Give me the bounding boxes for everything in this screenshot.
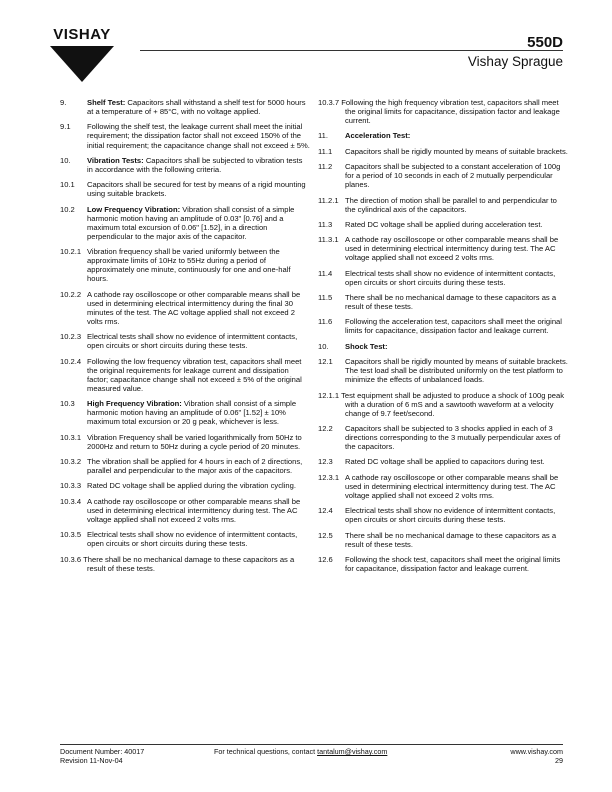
item-body [345,293,568,311]
item-body [345,317,568,335]
page-number: 29 [555,755,563,765]
item-body [87,180,310,198]
item-title: Vibration Tests: [87,155,144,165]
item-number: 12.5 [318,530,333,540]
item-text: There shall be no mechanical damage to these capacitors as a result of these tests. [345,530,557,549]
spec-item [60,497,310,524]
item-text: Following the high frequency vibration test, capacitors shall meet the original limits for capacitance, dissipation factor and leakage current. [341,98,560,126]
spec-item [318,162,568,189]
item-text: Capacitors shall be rigidly mounted by means of suitable brackets. [345,146,568,156]
item-body [345,196,568,214]
item-body [341,98,560,125]
item-body [87,122,310,149]
spec-item [318,293,568,311]
item-body [341,391,564,418]
item-number: 9.1 [60,122,71,132]
item-text: Test equipment shall be adjusted to produce a shock of 100g peak with a duration of 6 mS and a sawtooth waveform at a velocity change of 9.7 feet/second. [341,390,565,418]
item-text: The vibration shall be applied for 4 hours in each of 2 directions, parallel and perpendicular to the major axis of the capacitors. [87,457,303,476]
logo-triangle-icon [28,26,136,82]
item-text: Following the shock test, capacitors shall meet the original limits for capacitance, dissipation factor and leakage current. [345,554,561,574]
item-text: Capacitors shall be subjected to a constant acceleration of 100g for a period of 10 seconds in each of 2 mutually perpendicular planes. [345,162,561,190]
item-number: 12.6 [318,554,333,564]
left-column [60,98,310,579]
spec-item [318,196,568,214]
item-body [87,332,310,350]
item-number: 11.3 [318,219,333,229]
right-column [318,98,568,579]
item-number: 10.1 [60,180,75,190]
item-number: 12.3.1 [318,472,340,482]
item-body [87,457,310,475]
item-number: 11. [318,131,328,141]
footer-site-info [510,748,563,765]
item-number: 12.1 [318,357,333,367]
item-text: Capacitors shall be subjected to 3 shocks applied in each of 3 directions corresponding to the 3 mutually perpendicular axes of the capacitors. [345,423,561,452]
spec-item [60,481,310,490]
spec-item [60,457,310,475]
item-text: Electrical tests shall show no evidence of intermittent contacts, open circuits or short circuits during these tests. [87,332,298,351]
item-body [87,290,310,326]
item-text: Electrical tests shall show no evidence of intermittent contacts, open circuits or short circuits during these tests. [87,530,298,549]
spec-item [318,531,568,549]
spec-item [60,332,310,350]
item-text: Following the acceleration test, capacitors shall meet the original limits for capacitance, dissipation factor and leakage current. [345,317,562,336]
item-body [87,156,310,174]
logo-text: VISHAY [53,26,111,43]
spec-item [318,98,568,125]
item-body [345,131,568,140]
spec-item [60,122,310,149]
header-rule [140,50,563,51]
spec-item [318,317,568,335]
item-title: Acceleration Test: [345,131,411,141]
item-body [345,357,568,384]
spec-item [60,433,310,451]
item-number: 10. [318,341,329,351]
item-number: 10.3.1 [60,432,82,442]
item-body [345,342,568,351]
item-text: Capacitors shall withstand a shelf test for 5000 hours at a temperature of + 85°C, with no voltage applied. [87,98,306,117]
item-text: A cathode ray oscilloscope or other comparable means shall be used in determining electrical intermittency during the final 30 minutes of the test. The AC voltage applied shall not exceed 2 volts rms. [87,289,301,326]
item-text: The direction of motion shall be parallel to and perpendicular to the cylindrical axis of the capacitors. [345,195,557,214]
item-number: 10.3.7 [318,98,340,107]
spec-item [318,342,568,351]
item-text: Vibration Frequency shall be varied logarithmically from 50Hz to 2000Hz and return to 50Hz during a cycle period of 20 minutes. [87,432,302,451]
item-text: A cathode ray oscilloscope or other comparable means shall be used in determining electrical intermittency during test. The AC voltage applied shall not exceed 2 volts rms. [345,472,559,500]
item-text: Vibration shall consist of a simple harmonic motion having an amplitude of 0.06" [1.52] ± 10% maximum total excursion or 20 g peak, whichever is less. [87,399,297,427]
item-number: 10.2.2 [60,289,82,299]
spec-item [60,98,310,116]
spec-item [318,269,568,287]
item-number: 11.4 [318,268,333,278]
item-number: 12.1.1 [318,390,340,400]
spec-item [60,399,310,426]
item-body [87,481,310,490]
item-body [87,247,310,283]
item-text: Vibration frequency shall be varied uniformly between the approximate limits of 10Hz to 55Hz during a period of approximately one minute, continuously for one and one-half hours. [87,247,291,284]
item-body [345,162,568,189]
item-number: 10.3.4 [60,496,82,506]
item-title: Shock Test: [345,341,388,351]
item-text: Following the shelf test, the leakage current shall meet the initial requirement; the dissipation factor shall not exceed 150% of the initial requirement; the capacitance change shall not exceed ± 5%. [87,122,310,150]
spec-item [60,290,310,326]
item-body [345,269,568,287]
item-body [87,399,310,426]
item-title: Low Frequency Vibration: [87,204,181,214]
item-body [87,433,310,451]
item-body [345,506,568,524]
item-body [345,147,568,156]
item-text: Vibration shall consist of a simple harmonic motion having an amplitude of 0.03" [0.76] and a maximum total excursion of 0.06" [1.52], in a direction perpendicular to the major axis of the capacitor. [87,204,295,241]
item-number: 10.2.4 [60,356,82,366]
spec-item [318,357,568,384]
item-text: Capacitors shall be secured for test by means of a rigid mounting using suitable brackets. [87,180,306,199]
spec-item [318,506,568,524]
spec-item [60,180,310,198]
item-number: 11.2 [318,162,333,172]
item-number: 10. [60,155,71,165]
item-body [345,220,568,229]
spec-item [318,220,568,229]
contact-prefix: For technical questions, contact [214,747,316,756]
spec-item [60,205,310,241]
item-body [87,497,310,524]
spec-item [318,147,568,156]
item-text: Following the low frequency vibration test, capacitors shall meet the original requirements for leakage current and dissipation factor; capacitance change shall not exceed ± 5% of the original measured value. [87,356,302,393]
item-body [345,473,568,500]
item-body [345,235,568,262]
spec-item [318,457,568,466]
item-title: High Frequency Vibration: [87,399,182,409]
item-number: 11.3.1 [318,235,339,245]
item-text: Rated DC voltage shall be applied during acceleration test. [345,219,543,229]
item-text: Electrical tests shall show no evidence of intermittent contacts, open circuits or short circuits during these tests. [345,506,556,525]
spec-item [60,156,310,174]
footer-rule [60,744,563,745]
company-name: Vishay Sprague [467,54,563,69]
item-text: A cathode ray oscilloscope or other comparable means shall be used in determining electrical intermittency during test. The AC voltage applied shall not exceed 2 volts rms. [87,496,301,524]
spec-item [318,555,568,573]
spec-item [60,247,310,283]
item-number: 12.3 [318,457,333,467]
footer-doc-info [60,748,144,765]
item-body [345,531,568,549]
item-number: 10.2 [60,204,75,214]
spec-item [318,424,568,451]
item-number: 10.3.5 [60,530,82,540]
item-text: There shall be no mechanical damage to these capacitors as a result of these tests. [345,293,557,312]
revision: Revision 11-Nov-04 [60,755,123,765]
spec-item [60,357,310,393]
item-number: 12.4 [318,506,333,516]
doc-code: 550D [527,34,563,51]
item-body [345,457,568,466]
item-title: Shelf Test: [87,98,126,107]
contact-email-link[interactable]: tantalum@vishay.com [317,747,388,756]
item-body [83,555,294,573]
item-number: 11.2.1 [318,195,339,205]
item-body [345,424,568,451]
spec-item [318,473,568,500]
vishay-logo [28,26,136,82]
item-text: Rated DC voltage shall be applied during the vibration cycling. [87,481,296,491]
item-body [87,530,310,548]
item-text: There shall be no mechanical damage to these capacitors as a result of these tests. [83,554,295,573]
item-number: 11.1 [318,146,333,156]
spec-item [318,391,568,418]
item-number: 11.6 [318,317,333,327]
item-number: 10.3.2 [60,457,82,467]
item-body [87,205,310,241]
item-body [87,98,310,116]
item-number: 9. [60,98,67,107]
item-number: 10.3 [60,399,75,409]
item-text: A cathode ray oscilloscope or other comparable means shall be used in determining electrical intermittency during test. The AC voltage applied shall not exceed 2 volts rms. [345,235,559,263]
item-number: 10.3.3 [60,481,82,491]
item-number: 10.2.3 [60,332,82,342]
item-text: Capacitors shall be subjected to vibration tests in accordance with the following criteria. [87,155,303,174]
item-number: 11.5 [318,293,333,302]
item-body [87,357,310,393]
item-number: 10.2.1 [60,247,82,257]
item-text: Electrical tests shall show no evidence of intermittent contacts, open circuits or short circuits during these tests. [345,268,556,287]
spec-item [318,131,568,140]
footer-contact [214,748,387,757]
document-number: Document Number: 40017 [60,747,145,756]
item-body [345,555,568,573]
item-text: Capacitors shall be rigidly mounted by means of suitable brackets. The test load shall be distributed uniformly on the test platform to minimize the effects of unbalanced loads. [345,357,568,385]
website[interactable]: www.vishay.com [510,747,563,756]
spec-item [60,555,310,573]
item-text: Rated DC voltage shall be applied to capacitors during test. [345,457,545,467]
spec-item [60,530,310,548]
spec-item [318,235,568,262]
item-number: 12.2 [318,423,333,433]
item-number: 10.3.6 [60,554,82,564]
